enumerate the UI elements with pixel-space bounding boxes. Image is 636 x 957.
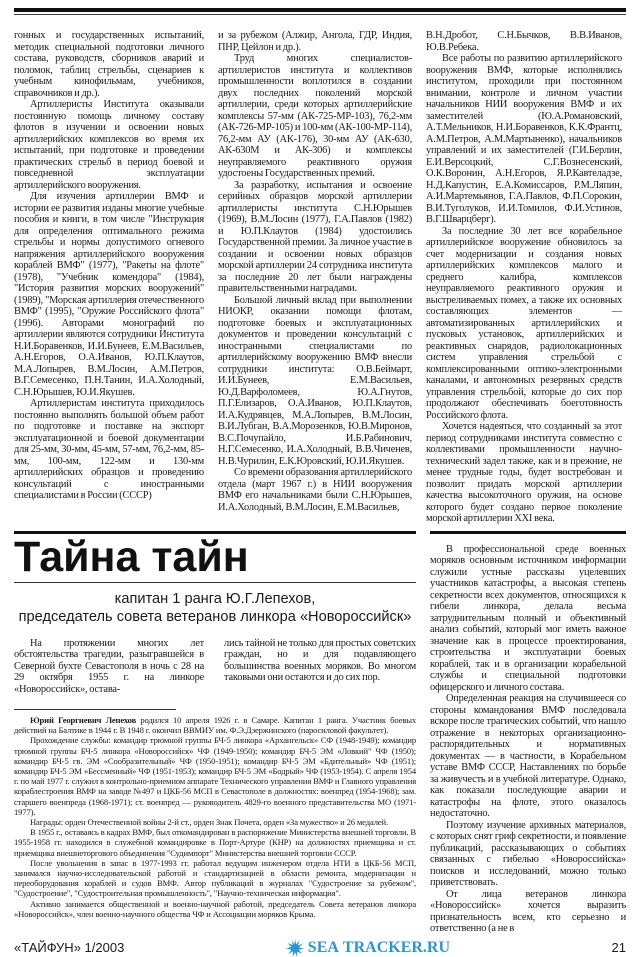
section-divider-right	[430, 531, 626, 534]
paragraph: За разработку, испытания и освоение серийных образцов морской артиллерии артиллеристы института С.Н.Юрышев (1969), В.М.Лосин (1977), Г.А.Павлов (1982) и Ю.П.Клаутов (1984) удостоились Государственной премии. За личное участие в создании и освоении новых образцов морской артиллерии 24 сотрудника института за последние 20 лет были награждены правительственными наградами.	[218, 179, 412, 294]
byline-role: председатель совета ветеранов линкора «Новороссийск»	[18, 608, 412, 625]
intro-column-2	[224, 638, 416, 696]
paragraph: Хочется надеяться, что созданный за этот период сотрудниками института совместно с коллективами промышленности научно-технический задел также, как и в прежние, не менее трудные годы, будет востребован и позволит придать морской артиллерии качества высокоточного оружия, на основе которого будет создано первое поколение морской артиллерии XXI века.	[426, 421, 622, 524]
bio-paragraph: После увольнения в запас в 1977-1993 гг. работал ведущим инженером отдела НТИ в ЦКБ-56 МСП, занимался научно-исследовательской работой и стандартизацией в области ремонта, модернизации и переоборудования кораблей и судов ВМФ. Автор публикаций в журналах "Судостроение за рубежом", "Судостроение", "Судостроительная промышленность", "Научно-техническая информация".	[14, 857, 416, 899]
author-name: Юрий Георгиевич Лепехов	[30, 715, 137, 725]
top-rule-thin	[14, 14, 626, 15]
upper-column-2	[218, 30, 412, 525]
bio-paragraph: Награды: орден Отечественной войны 2-й ст., орден Знак Почета, орден «За мужество» и 26 медалей.	[30, 817, 388, 828]
paragraph: Все работы по развитию артиллерийского вооружения ВМФ, которые исполнялись институтом, проходили при постоянном внимании, контроле и личном участии начальников НИИ вооружения ВМФ и их заместителей (Ю.А.Романовский, А.Т.Мельников, Н.И.Боравенков, К.К.Франтц, А.М.Петров, А.М.Мартыненко), начальников управлений и их заместителей (Г.И.Берлин, Е.И.Версоцкий, С.Г.Вознесенский, О.К.Воронин, А.Н.Егоров, Я.Р.Кавтеладзе, Н.Д.Капустин, Е.А.Комиссаров, Р.М.Ляпин, А.И.Мартемьянов, Г.А.Павлов, Ф.П.Сорокин, В.И.Туголуков, И.И.Томилов, Ф.И.Устинов, В.Г.Шварцберг).	[426, 53, 622, 225]
paragraph: За последние 30 лет все корабельное артиллерийское вооружение обновилось за счет модернизации и создания новых артиллерийских комплексов малого и среднего калибра, комплексов неуправляемого реактивного оружия и выстреливаемых помех, а также их основных составляющих элементов — автоматизированных артиллерийских и пусковых установок, артиллерийских и реактивных снарядов, радиолокационных систем управления стрельбой с комплексированными оптико-электронными каналами, и автономных резервных средств управления стрельбой, которые до сих пор продолжают обеспечивать боеготовность Российского флота.	[426, 225, 622, 421]
intro	[14, 638, 416, 696]
magazine-issue: «ТАЙФУН» 1/2003	[14, 939, 125, 955]
paragraph: Определенная реакция на случившееся со стороны командования ВМФ последовала вскоре после трагических событий, что нашло отражение в некоторых организационно-распорядительных и нормативных документах — в частности, в Корабельном уставе ВМФ СССР, Наставлениях по борьбе за живучесть и в учебной литературе. Однако, как показали последующие аварии и катастрофы на флоте, этого оказалось недостаточно.	[430, 693, 626, 819]
paragraph: На протяжении многих лет обстоятельства трагедии, разыгравшейся в Северной бухте Севастополя в ночь с 28 на 29 октября 1955 г. на линкоре «Новороссийск», остава-	[14, 637, 204, 695]
paragraph: От лица ветеранов линкора «Новороссийск» хочется выразить признательность всем, кто серьезно и ответственно (а не в	[430, 888, 626, 934]
footnote-rule	[14, 709, 176, 710]
paragraph: В.Н.Дробот, С.Н.Бычков, В.В.Иванов, Ю.В.Ребека.	[426, 30, 622, 53]
upper-article	[14, 30, 626, 525]
paragraph: Для изучения артиллерии ВМФ и истории ее развития изданы многие учебные пособия и книги, в том числе "Инструкция для определения оптимального режима стрельбы и нормы допустимого огневого напряжения артиллерийского вооружения кораблей ВМФ" (1977), "Ракеты на флоте" (1978), "Учебник комендора" (1984), "История развития морских вооружений" (1989), "Морская артиллерия отечественного ВМФ" (1995), "Оружие Российского флота" (1996). Авторами монографий по артиллерии являются сотрудники Института Н.И.Боравенков, И.И.Бунеев, Е.М.Васильев, А.Н.Егоров, О.А.Иванов, Ю.П.Клаутов, М.А.Лопырев, В.М.Лосин, А.М.Петров, В.Г.Семесенко, П.Н.Танин, И.А.Холодный, С.Н.Юрышев, Ю.И.Якушев.	[14, 191, 204, 398]
paragraph: Труд многих специалистов-артиллеристов института и коллективов промышленности воплотился в создании двух последних поколений морской артиллерии, среди которых артиллерийские комплексы 57-мм (АК-725-МР-103), 76,2-мм (АК-726-МР-105) и 100-мм (АК-100-МР-114), 76,2-мм АУ (АК-176), 30-мм АУ (АК-630, АК-630М и АК-306) и комплексы неуправляемого реактивного оружия удостоены Государственных премий.	[218, 53, 412, 179]
bio-paragraph: Прохождение службы: командир трюмной группы БЧ-5 линкора «Архангельск» СФ (1948-1949); командир трюмной группы БЧ-5 линкора «Новороссийск» ЧФ (1949-1950); командир БЧ-5 ЭМ «Ловкий" ЧФ (1950); командир БЧ-5 гв. ЭМ «Сообразительный» ЧФ (1950-1951); командир БЧ-5 ЭМ «Бдительный» ЧФ (1951); командир БЧ-5 ЭМ «Бессменный» ЧФ (1951-1953); командир БЧ-5 ЭМ «Бодрый» ЧФ (1953-1954). С апреля 1954 г. по май 1977 г. служил в контрольно-приемном аппарате Технического управления ВМФ и Главного управления кораблестроения ВМФ на заводе №497 и ЦКБ-56 МСП в Севастополе в должностях: военпред (1954-1968); зам. старшего военпреда (1968-1971); ст. военпред — руководитель 4829-го военного представительства МО (1971-1977).	[14, 735, 416, 817]
paragraph: Со времени образования артиллерийского отдела (март 1967 г.) в НИИ вооружения ВМФ его начальниками были С.Н.Юрышев, И.А.Холодный, В.М.Лосин, Е.М.Васильев,	[218, 467, 412, 513]
watermark-starburst-icon	[286, 939, 304, 957]
byline-author: капитан 1 ранга Ю.Г.Лепехов,	[114, 590, 316, 607]
title-rule	[14, 582, 416, 583]
upper-column-1	[14, 30, 204, 525]
article-right-area	[430, 531, 626, 935]
page-number: 21	[611, 939, 626, 955]
upper-column-3	[426, 30, 622, 525]
watermark	[286, 939, 450, 957]
article-right-column	[430, 544, 626, 935]
paragraph: Большой личный вклад при выполнении НИОКР, оказании помощи флотам, подготовке боевых и эксплуатационных документов и проведении консультаций с иностранными специалистами по артиллерийскому вооружению ВМФ внесли сотрудники института: О.В.Беймарт, И.И.Бунеев, Е.М.Васильев, Ю.Д.Варфоломеев, Ю.А.Гнутов, П.Г.Елизаров, О.А.Иванов, Ю.П.Клаутов, И.А.Кудрявцев, М.А.Лопырев, В.М.Лосин, В.И.Лубган, В.А.Морозенков, Ю.В.Миронов, В.С.Почупайло, И.Б.Рабинович, Н.Г.Семесенко, И.А.Холодный, В.В.Чиченев, Н.В.Чурилин, Е.К.Юровский, Ю.И.Якушев.	[218, 294, 412, 467]
byline	[14, 590, 416, 626]
watermark-text: SEA	[307, 938, 339, 956]
paragraph: Артиллеристы Института оказывали постоянную помощь личному составу флотов в изучении и освоении новых артиллерийских комплексов во время их испытаний, при подготовке и проведении практических стрельб в период боевой и повседневной эксплуатации артиллерийского вооружения.	[14, 99, 204, 191]
bio-paragraph	[14, 715, 416, 735]
paragraph: Поэтому изучение архивных материалов, с которых снят гриф секретности, и появление публикаций, рассказывающих о событиях связанных с гибелью «Новороссийска» поисков и исследований, можно только приветствовать.	[430, 819, 626, 888]
watermark-text: TRACKER.RU	[342, 938, 451, 956]
bio-paragraph: Активно занимается общественной и военно-научной работой, председатель Совета ветеранов линкора «Новороссийск», член военно-научного общества ЧФ и Ассоциации моряков Крыма.	[14, 898, 416, 919]
bio-text: родился 10 апреля 1926 г. в Самаре. Капитан 1 ранга. Участник боевых действий на Балтике в 1944 г. В 1948 г. окончил ВВМИУ им. Ф.Э.Дзержинского (паросиловой факультет).	[14, 715, 416, 736]
article-main-area	[14, 531, 416, 935]
intro-column-1	[14, 638, 204, 696]
lower-article	[14, 531, 626, 935]
author-biography	[14, 715, 416, 919]
paragraph: В профессиональной среде военных моряков основным источником информации служили устные рассказы уцелевших участников катастрофы, а высокая степень секретности всех документов, относящихся к гибели линкора, делала весьма затруднительным полный и объективный анализ событий, который мог иметь важное значение как в процессе проектирования, строительства и эксплуатации боевых кораблей, так и в организации корабельной службы и специальной подготовки офицерского и личного состава.	[430, 543, 626, 693]
paragraph: и за рубежом (Алжир, Ангола, ГДР, Индия, ПНР, Цейлон и др.).	[218, 30, 412, 53]
paragraph: гонных и государственных испытаний, методик специальной подготовки личного состава, руководств, сборников аварий и поломок, таблиц стрельбы, сценариев к учебным кинофильмам, учебников, справочников и др.).	[14, 30, 204, 99]
top-rule	[14, 8, 626, 12]
paragraph: лись тайной не только для простых советских граждан, но и для подавляющего большинства военных моряков. Во многом таковыми они остаются и до сих пор.	[224, 637, 416, 683]
bio-paragraph: В 1955 г., оставаясь в кадрах ВМФ, был откомандирован в распоряжение Министерства внешней торговли. В 1955-1958 гг. находился в служебной командировке в Порт-Артуре (КНР) на должностях приемщика и ст. приемщика внешнеторгового объединения "Судимпорт" Министерства внешней торговли СССР.	[14, 827, 416, 858]
page-footer	[14, 939, 626, 957]
article-title: Тайна тайн	[14, 532, 249, 581]
paragraph: Артиллеристам института приходилось постоянно выполнять большой объем работ по подготовке и поставке на экспорт эксплуатационной и боевой документации для 25-мм, 30-мм, 45-мм, 57-мм, 76,2-мм, 85-мм, 100-мм, 122-мм и 130-мм артиллерийских образцов и проведению консультаций с иностранными специалистами в России (СССР)	[14, 398, 204, 501]
